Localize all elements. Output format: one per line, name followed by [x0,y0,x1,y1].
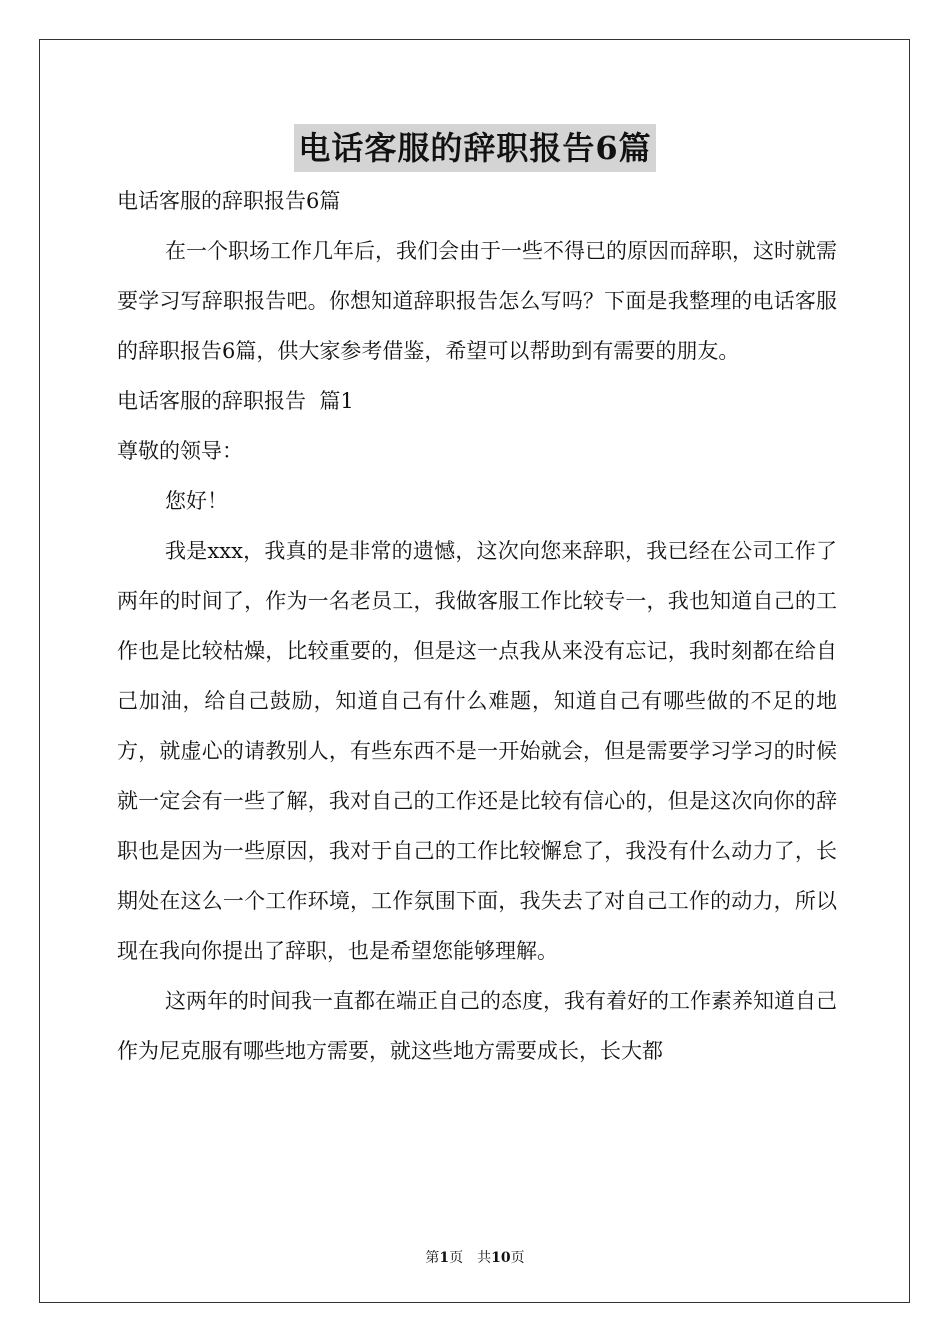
paragraph: 电话客服的辞职报告6篇 [117,189,341,213]
page-footer [0,1248,950,1268]
page-prefix: 第 [425,1250,440,1266]
paragraph: 这两年的时间我一直都在端正自己的态度，我有着好的工作素养知道自己作为尼克服有哪些地方需要，就这些地方需要成长，长大都 [117,989,837,1063]
paragraph: 在一个职场工作几年后，我们会由于一些不得已的原因而辞职，这时就需要学习写辞职报告吧。你想知道辞职报告怎么写吗？下面是我整理的电话客服的辞职报告6篇，供大家参考借鉴，希望可以帮助到有需要的朋友。 [117,239,837,363]
document-body [117,176,837,1076]
total-suffix: 页 [510,1250,525,1266]
current-page-number: 1 [439,1250,450,1266]
greeting: 您好！ [165,489,228,513]
title-area [0,124,950,172]
total-page-number: 10 [491,1250,511,1266]
salutation: 尊敬的领导： [117,439,243,463]
paragraph: 我是xxx，我真的是非常的遗憾，这次向您来辞职，我已经在公司工作了两年的时间了，作为一名老员工，我做客服工作比较专一，我也知道自己的工作也是比较枯燥，比较重要的，但是这一点我从来没有忘记，我时刻都在给自己加油，给自己鼓励，知道自己有什么难题，知道自己有哪些做的不足的地方，就虚心的请教别人，有些东西不是一开始就会，但是需要学习学习的时候就一定会有一些了解，我对自己的工作还是比较有信心的，但是这次向你的辞职也是因为一些原因，我对于自己的工作比较懈怠了，我没有什么动力了，长期处在这么一个工作环境，工作氛围下面，我失去了对自己工作的动力，所以现在我向你提出了辞职，也是希望您能够理解。 [117,539,837,963]
section-heading: 电话客服的辞职报告 篇1 [117,389,354,413]
document-title: 电话客服的辞职报告6篇 [294,124,655,172]
page-suffix: 页 [449,1250,464,1266]
total-prefix: 共 [477,1250,492,1266]
